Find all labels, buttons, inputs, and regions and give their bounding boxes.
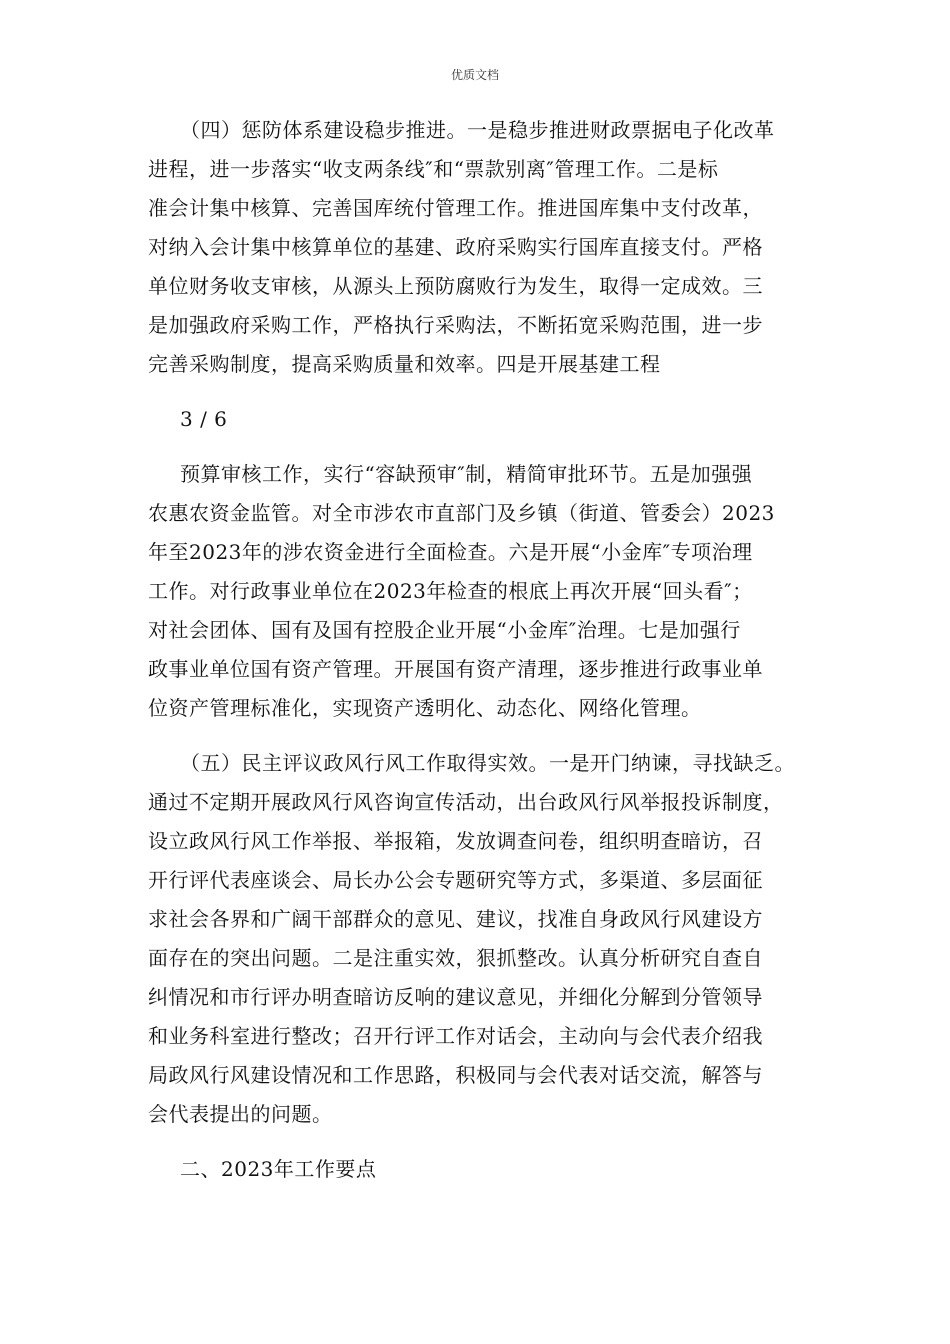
- paragraph-line: 农惠农资金监管。对全市涉农市直部门及乡镇（街道、管委会）2023: [148, 501, 775, 525]
- paragraph-line: 工作。对行政事业单位在2023年检查的根底上再次开展“回头看″；: [148, 579, 753, 603]
- paragraph-line: 年至2023年的涉农资金进行全面检查。六是开展“小金库″专项治理: [148, 540, 753, 564]
- paragraph-line: 对社会团体、国有及国有控股企业开展“小金库″治理。七是加强行: [148, 618, 741, 642]
- paragraph-line: 和业务科室进行整改；召开行评工作对话会，主动向与会代表介绍我: [148, 1024, 763, 1048]
- paragraph-line: 开行评代表座谈会、局长办公会专题研究等方式，多渠道、多层面征: [148, 868, 763, 892]
- paragraph-line: 纠情况和市行评办明查暗访反响的建议意见，并细化分解到分管领导: [148, 985, 763, 1009]
- section-heading: 二、2023年工作要点: [180, 1157, 377, 1181]
- paragraph-line: 是加强政府采购工作，严格执行采购法，不断拓宽采购范围，进一步: [148, 313, 763, 337]
- page-number: 3 / 6: [180, 407, 228, 431]
- paragraph-line: （五）民主评议政风行风工作取得实效。一是开门纳谏，寻找缺乏。: [180, 751, 795, 775]
- page-header: 优质文档: [450, 68, 499, 82]
- paragraph-line: 局政风行风建设情况和工作思路，积极同与会代表对话交流，解答与: [148, 1063, 763, 1087]
- paragraph-line: 面存在的突出问题。二是注重实效，狠抓整改。认真分析研究自查自: [148, 946, 763, 970]
- paragraph-line: 对纳入会计集中核算单位的基建、政府采购实行国库直接支付。严格: [148, 235, 763, 259]
- paragraph-line: 政事业单位国有资产管理。开展国有资产清理，逐步推进行政事业单: [148, 657, 763, 681]
- paragraph-line: 设立政风行风工作举报、举报箱，发放调查问卷，组织明查暗访，召: [148, 829, 763, 853]
- paragraph-line: 单位财务收支审核，从源头上预防腐败行为发生，取得一定成效。三: [148, 274, 763, 298]
- paragraph-line: 完善采购制度，提高采购质量和效率。四是开展基建工程: [148, 352, 661, 376]
- paragraph-line: （四）惩防体系建设稳步推进。一是稳步推进财政票据电子化改革: [180, 118, 775, 142]
- paragraph-line: 预算审核工作，实行“容缺预审″制，精简审批环节。五是加强强: [180, 462, 753, 486]
- paragraph-line: 通过不定期开展政风行风咨询宣传活动，出台政风行风举报投诉制度，: [148, 790, 784, 814]
- paragraph-line: 位资产管理标准化，实现资产透明化、动态化、网络化管理。: [148, 696, 702, 720]
- paragraph-line: 准会计集中核算、完善国库统付管理工作。推进国库集中支付改革，: [148, 196, 763, 220]
- paragraph-line: 会代表提出的问题。: [148, 1102, 333, 1126]
- paragraph-line: 求社会各界和广阔干部群众的意见、建议，找准自身政风行风建设方: [148, 907, 763, 931]
- paragraph-line: 进程，进一步落实“收支两条线″和“票款别离″管理工作。二是标: [148, 157, 719, 181]
